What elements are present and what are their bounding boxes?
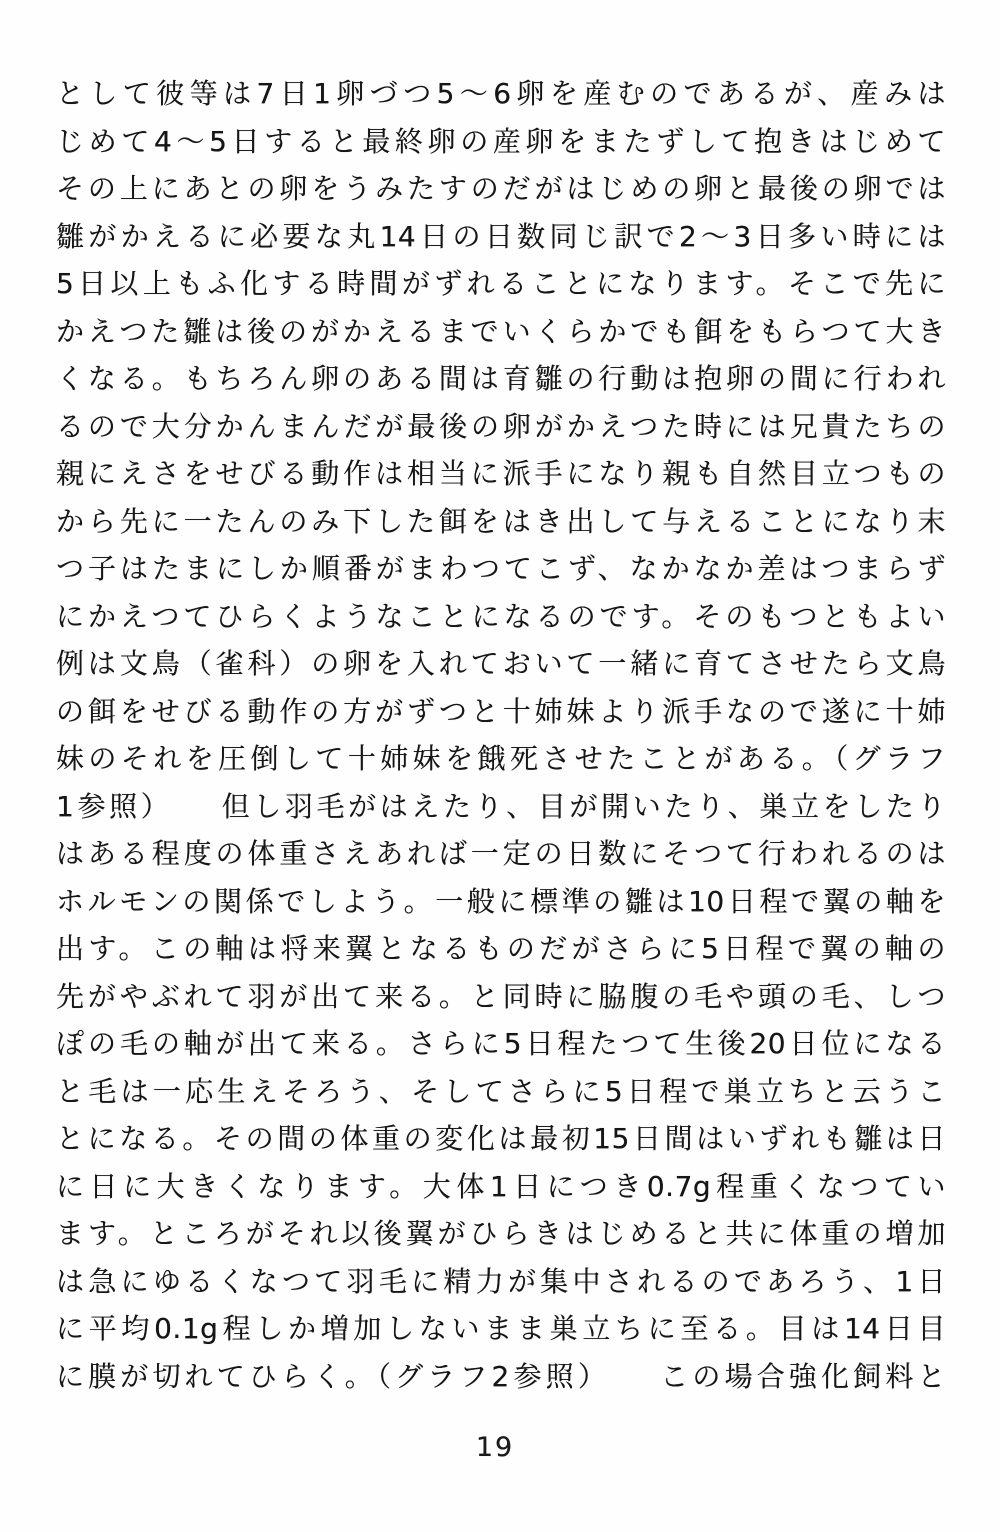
text-line: にかえつてひらくようなことになるのです。そのもつともよい: [56, 599, 946, 633]
text-line: に平均0.1g程しか増加しないまま巣立ちに至る。目は14日目: [56, 1312, 946, 1345]
text-line: はある程度の体重さえあれば一定の日数にそつて行われるのは: [56, 837, 946, 870]
text-line: 5日以上もふ化する時間がずれることになります。そこで先に: [56, 267, 946, 300]
text-line: の餌をせびる動作の方がずつと十姉妹より派手なので遂に十姉: [56, 694, 946, 728]
text-line: 親にえさをせびる動作は相当に派手になり親も自然目立つもの: [56, 457, 946, 490]
text-line: じめて4～5日すると最終卵の産卵をまたずして抱きはじめて: [56, 124, 946, 158]
text-line: に膜が切れてひらく。（グラフ2参照） この場合強化飼料と: [56, 1359, 946, 1393]
text-line: 先がやぶれて羽が出て来る。と同時に脇腹の毛や頭の毛、しつ: [56, 979, 946, 1013]
text-block: [56, 70, 946, 1400]
text-line: 出す。この軸は将来翼となるものだがさらに5日程で翼の軸の: [56, 932, 946, 965]
text-line: かえつた雛は後のがかえるまでいくらかでも餌をもらつて大き: [56, 314, 946, 348]
text-line: 1参照） 但し羽毛がはえたり、目が開いたり、巣立をしたり: [56, 789, 946, 823]
text-line: ます。ところがそれ以後翼がひらきはじめると共に体重の増加: [56, 1217, 946, 1250]
text-line: 雛がかえるに必要な丸14日の日数同じ訳で2～3日多い時には: [56, 219, 946, 253]
text-line: 妹のそれを圧倒して十姉妹を餓死させたことがある。（グラフ: [56, 742, 946, 775]
text-line: とになる。その間の体重の変化は最初15日間はいずれも雛は日: [56, 1122, 946, 1155]
text-line: から先に一たんのみ下した餌をはき出して与えることになり末: [56, 504, 946, 538]
page-number: 19: [475, 1432, 515, 1463]
text-line: つ子はたまにしか順番がまわつてこず、なかなか差はつまらず: [56, 552, 946, 585]
text-line: は急にゆるくなつて羽毛に精力が集中されるのであろう、1日: [56, 1264, 946, 1298]
text-line: に日に大きくなります。大体1日につき0.7g程重くなつてい: [56, 1169, 946, 1203]
text-line: ホルモンの関係でしよう。一般に標準の雛は10日程で翼の軸を: [56, 884, 946, 918]
text-line: と毛は一応生えそろう、そしてさらに5日程で巣立ちと云うこ: [56, 1074, 946, 1108]
text-line: として彼等は7日1卵づつ5～6卵を産むのであるが、産みは: [56, 77, 946, 110]
text-line: くなる。もちろん卵のある間は育雛の行動は抱卵の間に行われ: [56, 362, 946, 395]
text-line: るので大分かんまんだが最後の卵がかえつた時には兄貴たちの: [56, 409, 946, 443]
text-line: 例は文鳥（雀科）の卵を入れておいて一緒に育てさせたら文鳥: [56, 647, 946, 680]
text-line: その上にあとの卵をうみたすのだがはじめの卵と最後の卵では: [56, 172, 946, 205]
text-line: ぽの毛の軸が出て来る。さらに5日程たつて生後20日位になる: [56, 1027, 946, 1060]
